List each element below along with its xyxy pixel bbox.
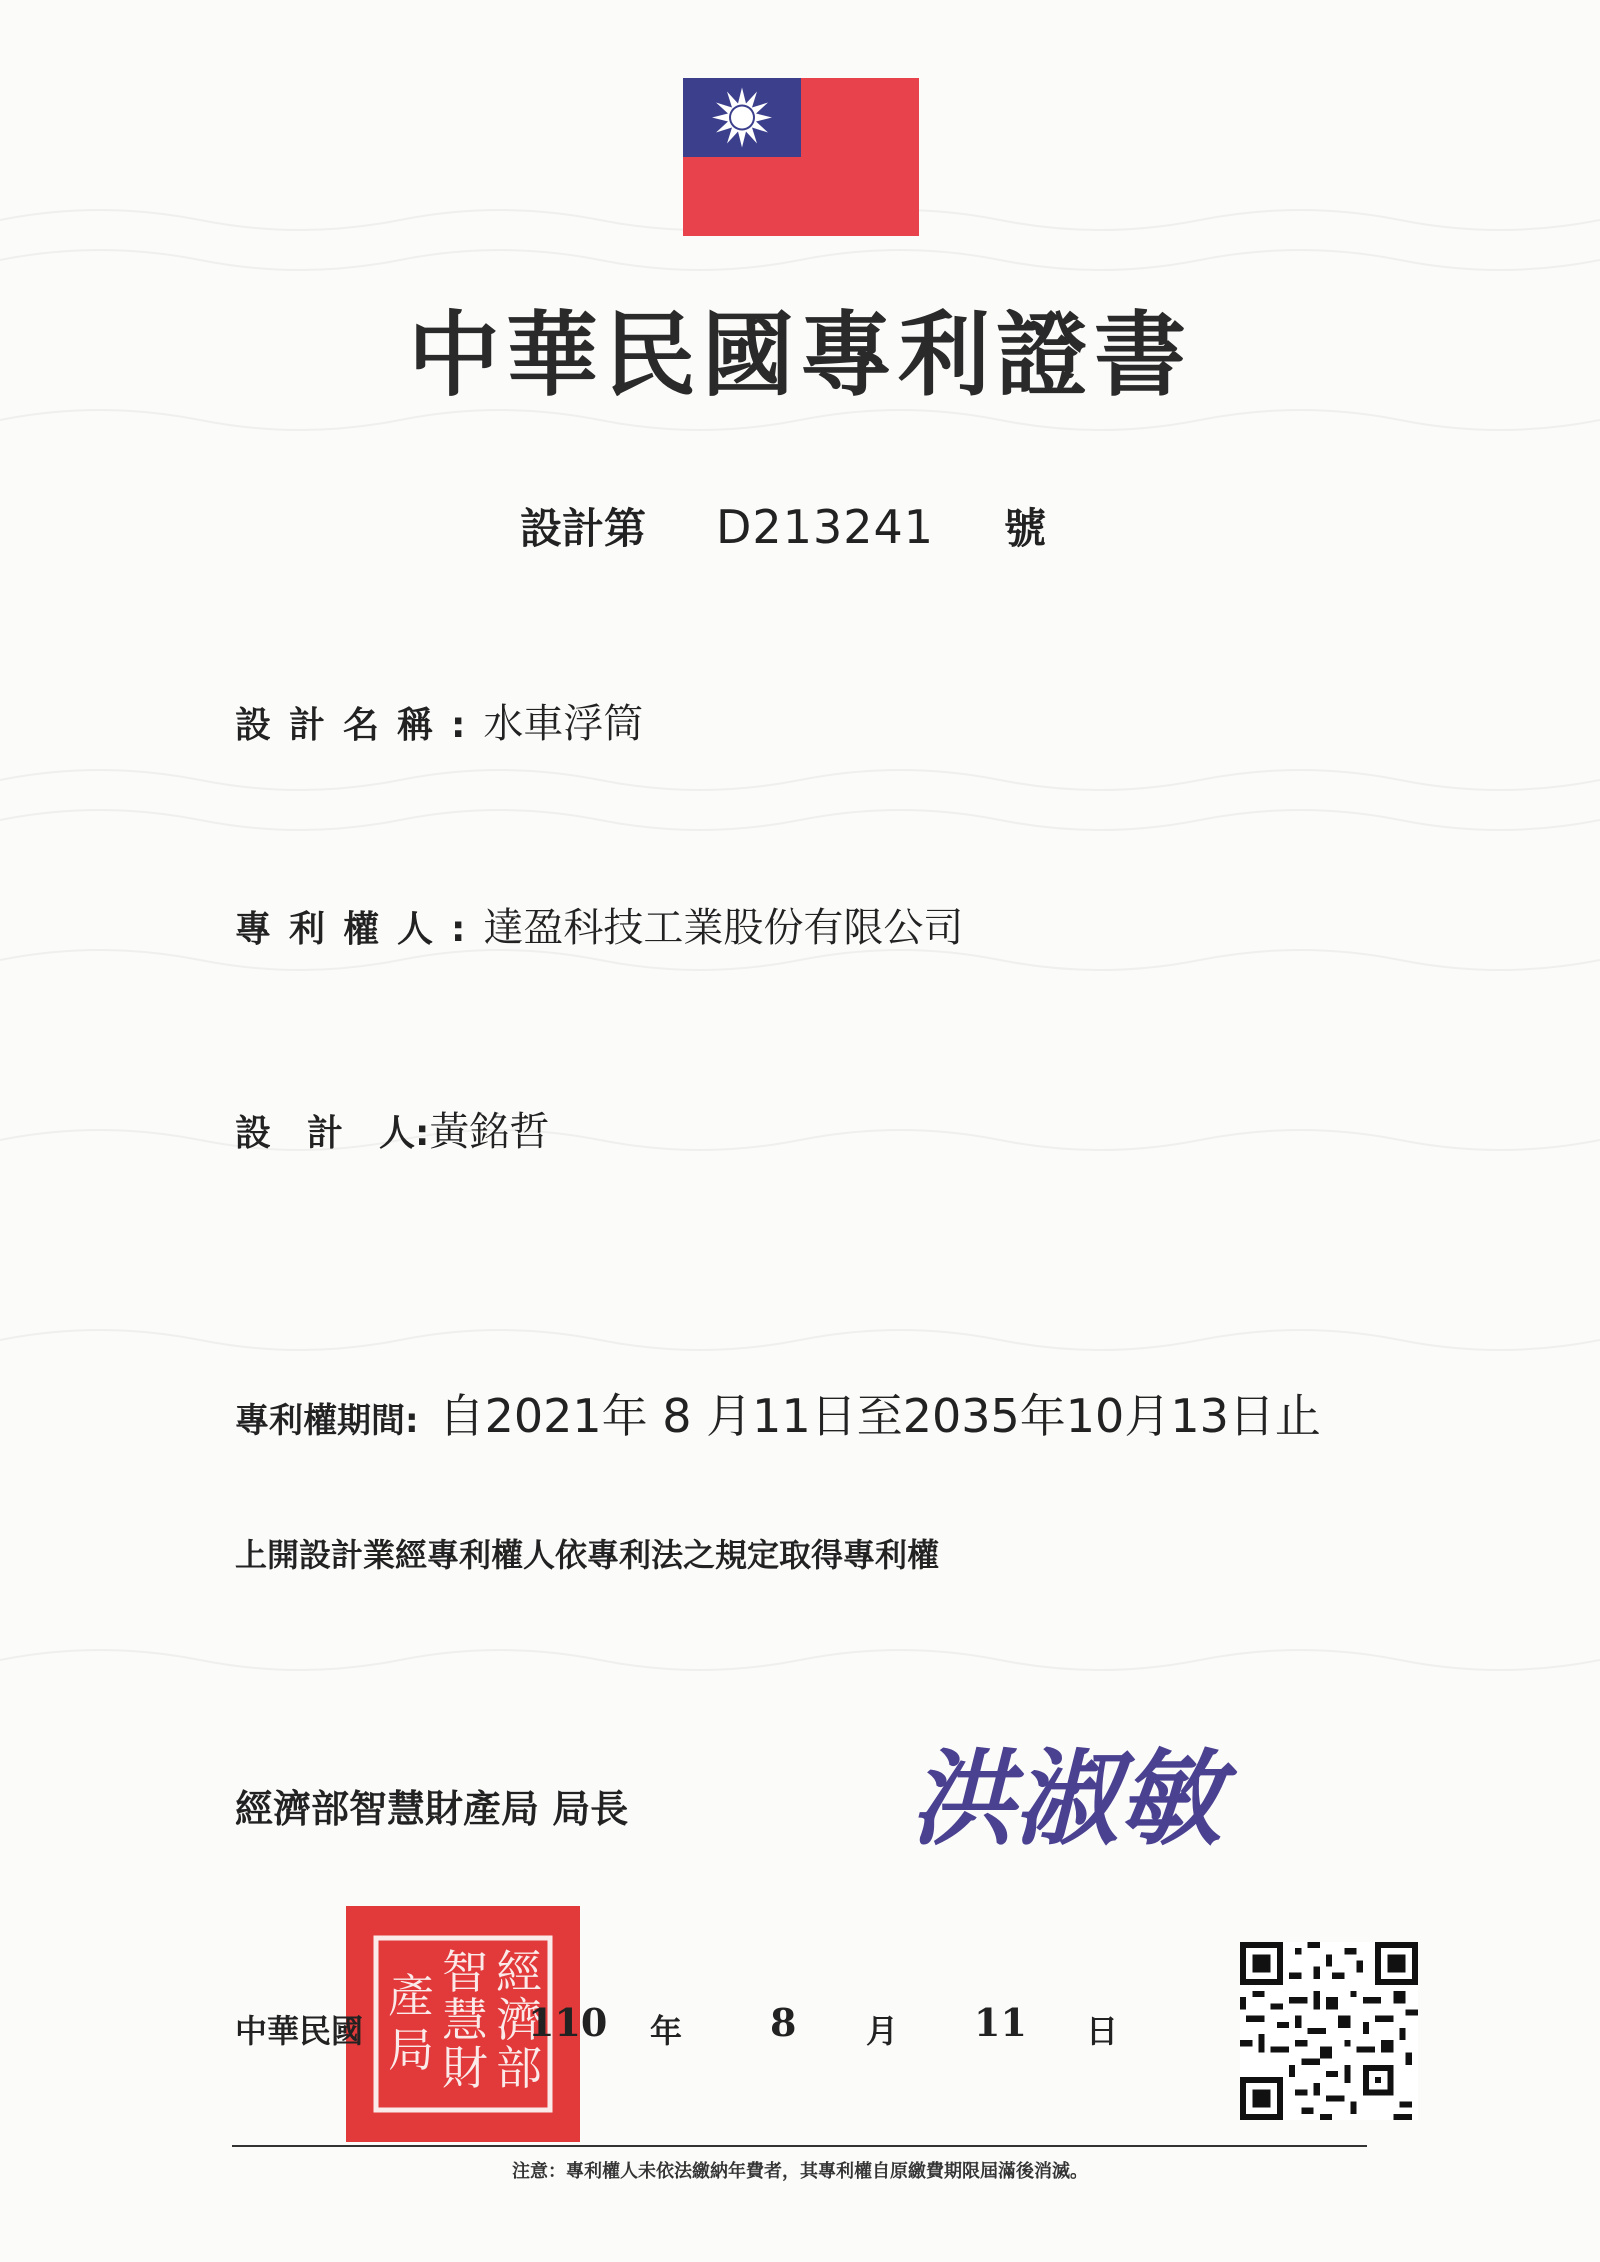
svg-text:財: 財	[442, 2041, 488, 2095]
design-name-value: 水車浮筒	[483, 701, 644, 747]
patentee-value: 達盈科技工業股份有限公司	[483, 905, 964, 951]
svg-text:產: 產	[388, 1969, 434, 2023]
svg-text:智: 智	[442, 1945, 488, 1999]
number-prefix: 設計第	[520, 504, 647, 553]
patentee-row	[235, 896, 963, 953]
patent-number: D213241	[716, 500, 935, 554]
svg-text:濟: 濟	[496, 1993, 542, 2047]
designer-row	[235, 1100, 549, 1157]
footer-divider	[232, 2145, 1367, 2147]
director-signature	[900, 1730, 1280, 1860]
patent-number-line	[520, 496, 1046, 556]
svg-text:慧: 慧	[442, 1993, 488, 2047]
certificate-title: 中華民國專利證書	[407, 301, 1192, 409]
number-suffix: 號	[1004, 504, 1047, 553]
qr-code-icon[interactable]	[1240, 1942, 1418, 2120]
date-year-unit: 年	[650, 2012, 683, 2050]
date-day: 11	[974, 2000, 1027, 2045]
design-name-row	[235, 692, 643, 749]
fee-notice: 注意：專利權人未依法繳納年費者，其專利權自原繳費期限屆滿後消滅。	[512, 2161, 1088, 2182]
date-month-unit: 月	[866, 2012, 899, 2050]
svg-text:局: 局	[388, 2023, 434, 2077]
patent-period-label: 專利權期間:	[235, 1401, 419, 1441]
director-title: 經濟部智慧財產局 局長	[235, 1787, 629, 1831]
grant-statement: 上開設計業經專利權人依專利法之規定取得專利權	[235, 1536, 940, 1574]
national-flag-icon	[683, 78, 919, 236]
signature-text: 洪淑敏	[910, 1737, 1223, 1860]
designer-value: 黃銘哲	[429, 1109, 550, 1155]
svg-text:部: 部	[496, 2041, 542, 2095]
date-day-unit: 日	[1086, 2012, 1119, 2050]
designer-label: 設 計 人:	[235, 1113, 430, 1154]
design-name-label: 設計名稱:	[235, 705, 484, 746]
date-era: 中華民國	[235, 2012, 364, 2050]
patent-period-value: 自2021年 8 月11日至2035年10月13日止	[438, 1389, 1321, 1443]
patentee-label: 專利權人:	[235, 909, 484, 950]
patent-period-row	[235, 1380, 1321, 1446]
svg-text:經: 經	[496, 1945, 542, 1999]
date-year: 110	[528, 2000, 608, 2045]
date-month: 8	[770, 2000, 797, 2045]
